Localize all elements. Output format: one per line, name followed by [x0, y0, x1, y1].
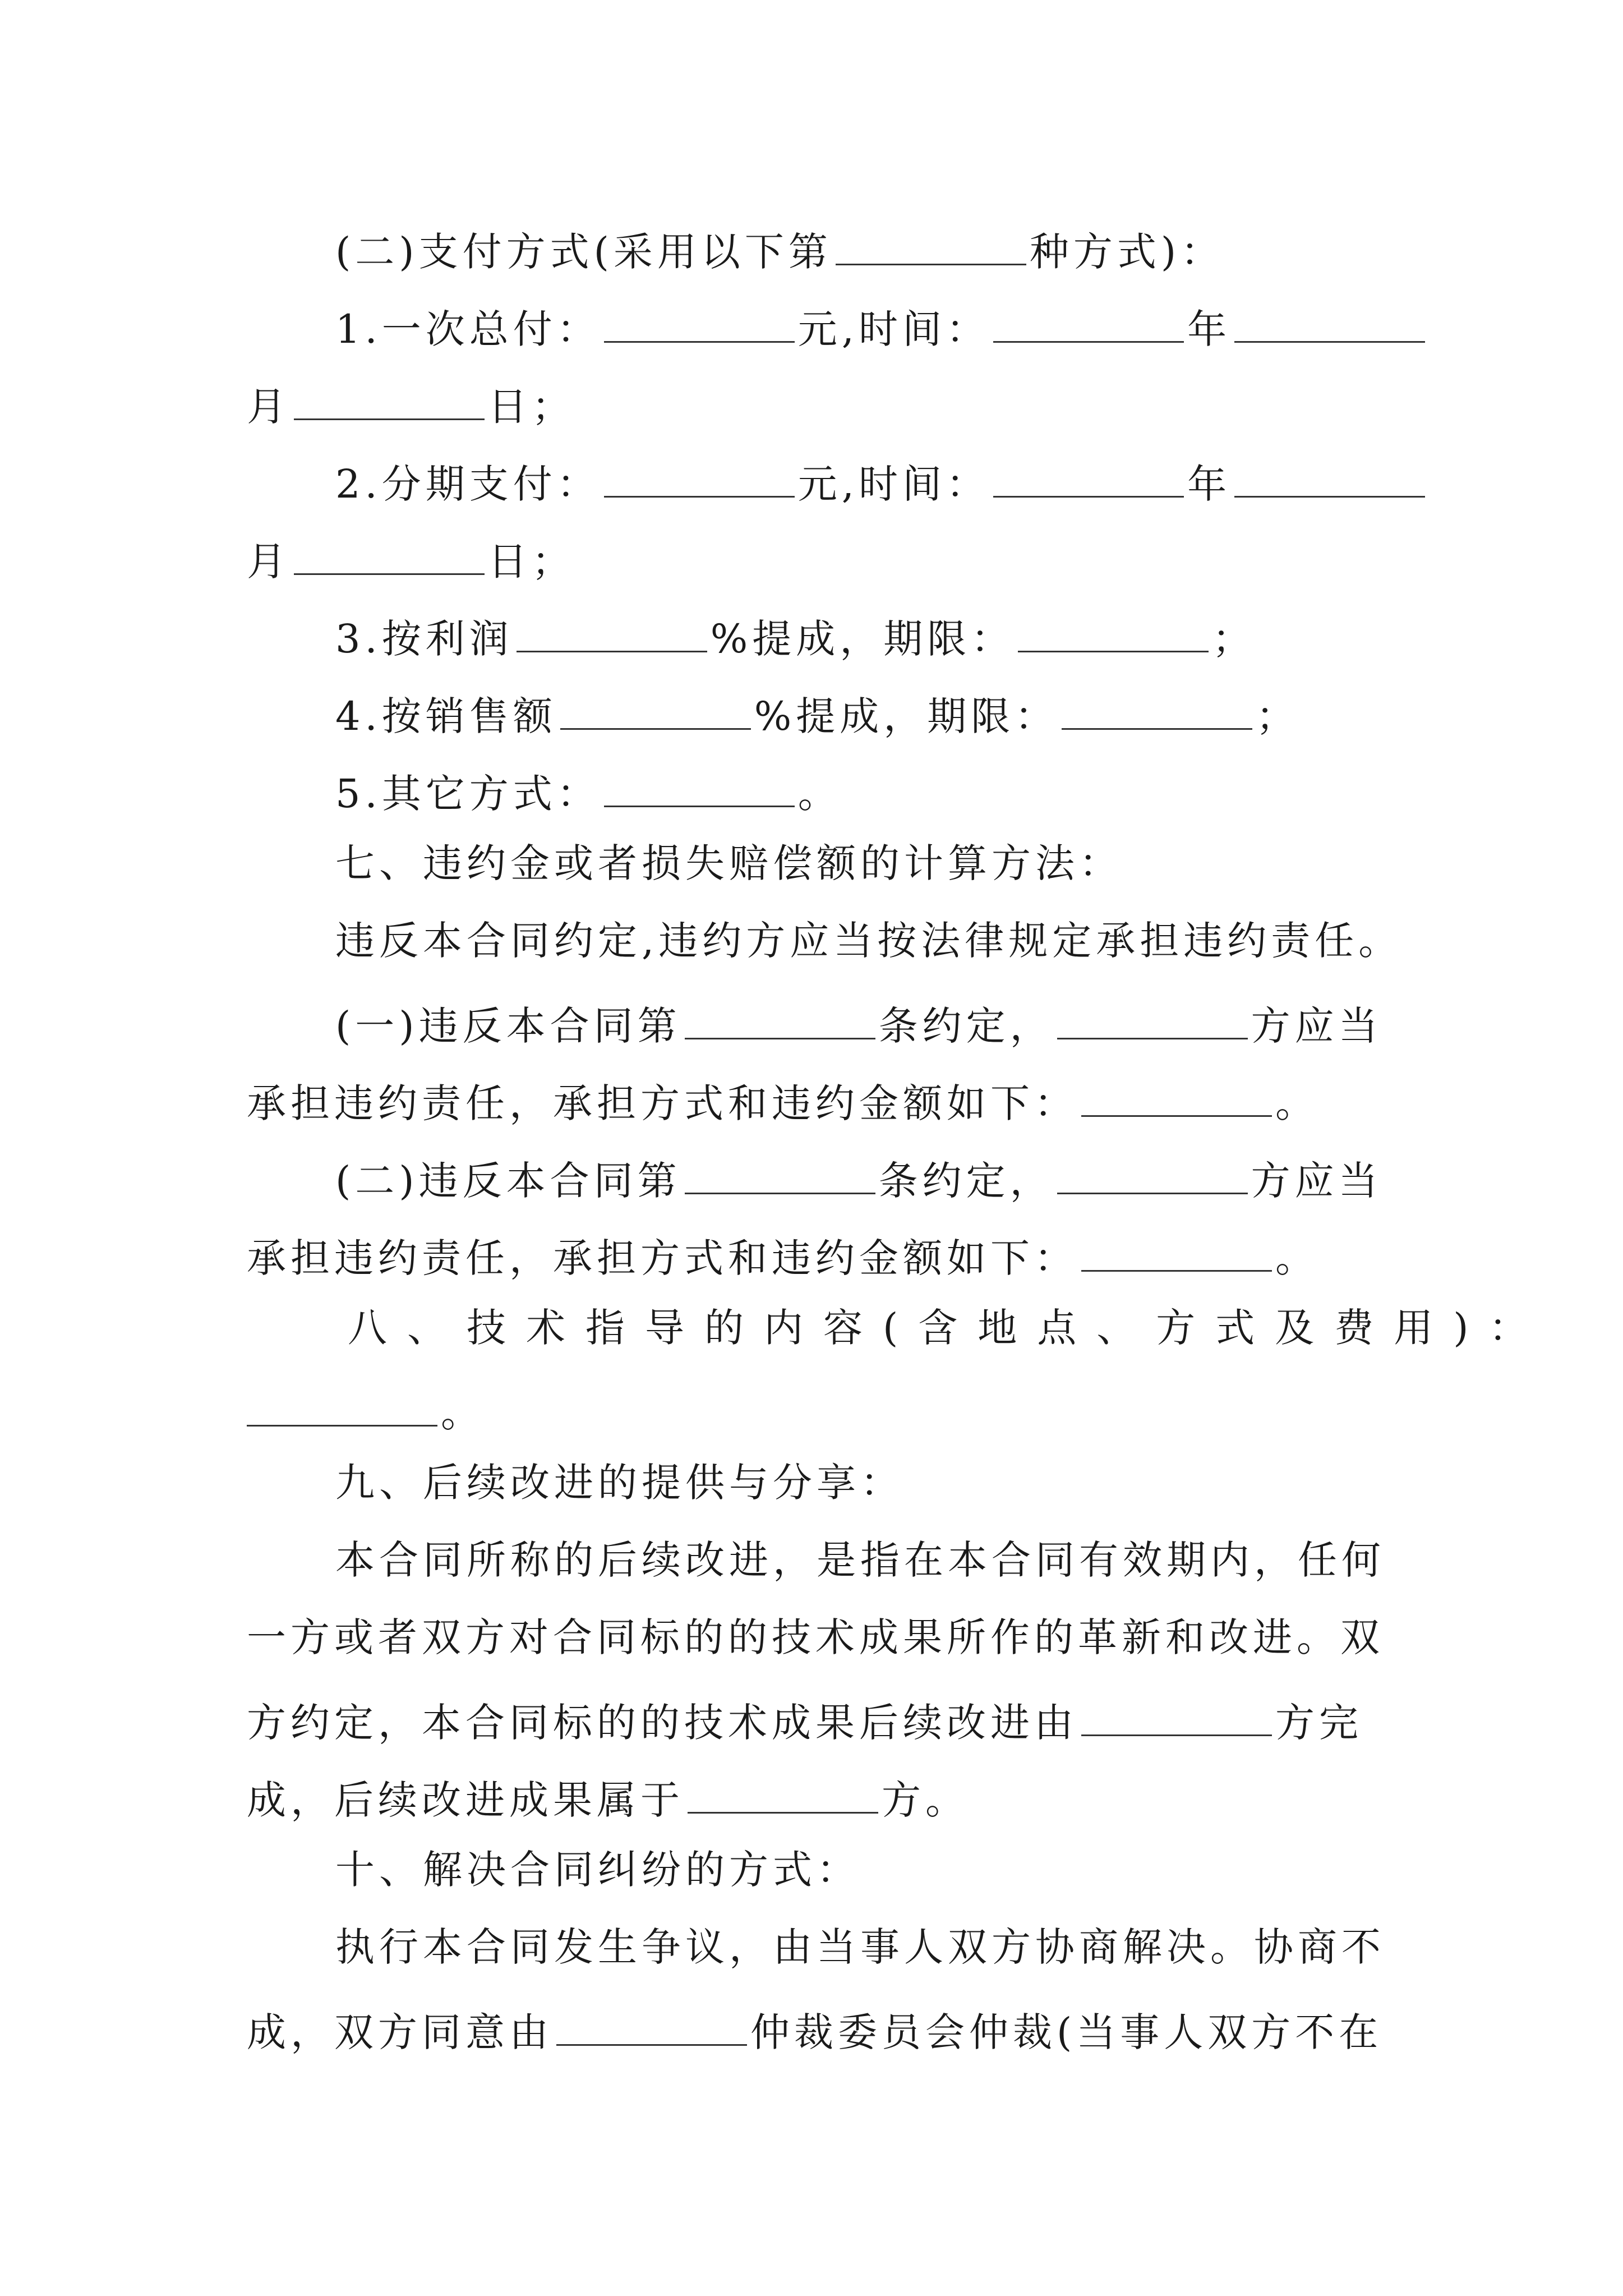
lump-sum-line: [335, 302, 1479, 352]
breach-two-liability-line: [247, 1231, 1391, 1281]
text-segment: 成，后续改进成果属于: [247, 1777, 684, 1823]
blank-field: [1234, 457, 1425, 498]
text-segment: 日；: [488, 384, 575, 430]
text-segment: 条约定，: [878, 1158, 1054, 1204]
text-segment: (二)支付方式(采用以下第: [335, 229, 832, 275]
text-segment: 承担违约责任，承担方式和违约金额如下：: [247, 1080, 1078, 1126]
section-ten-heading: [335, 1847, 1479, 1893]
blank-field: [294, 534, 485, 575]
profit-share-line: [335, 611, 1479, 662]
blank-field: [1081, 1695, 1272, 1736]
blank-field: [247, 1386, 437, 1427]
improvement-para-line-4: [247, 1773, 1391, 1823]
text-segment: ；: [1256, 693, 1300, 739]
section-nine-heading: [335, 1460, 1479, 1506]
section-eight-blank-line: [247, 1386, 1391, 1436]
installment-line: [335, 457, 1479, 507]
improvement-para-line-1: [335, 1537, 1479, 1583]
lump-sum-date-line: [247, 379, 1391, 430]
text-segment: 方完: [1275, 1700, 1363, 1746]
sales-share-line: [335, 689, 1479, 739]
blank-field: [685, 1153, 875, 1194]
text-segment: 2.分期支付：: [335, 461, 601, 507]
blank-field: [604, 766, 795, 807]
text-segment: 本合同所称的后续改进，是指在本合同有效期内，任何: [335, 1537, 1385, 1583]
dispute-para-line-2: [247, 2005, 1391, 2055]
text-segment: 方应当: [1251, 1158, 1382, 1204]
text-segment: 八、技术指导的内容(含地点、方式及费用)：: [348, 1305, 1548, 1351]
text-segment: 年: [1187, 306, 1232, 352]
blank-field: [604, 302, 795, 343]
text-segment: 元,时间：: [797, 461, 990, 507]
section-eight-heading: [348, 1305, 1548, 1351]
text-segment: 5.其它方式：: [335, 771, 601, 817]
text-segment: 月: [247, 539, 291, 585]
text-segment: 方约定，本合同标的的技术成果后续改进由: [247, 1700, 1078, 1746]
text-segment: 承担违约责任，承担方式和违约金额如下：: [247, 1235, 1078, 1281]
breach-two-line: [335, 1153, 1479, 1204]
text-segment: 方应当: [1251, 1003, 1382, 1049]
text-segment: 条约定，: [878, 1003, 1054, 1049]
text-segment: 3.按利润: [335, 616, 513, 662]
blank-field: [517, 611, 707, 652]
text-segment: 方。: [882, 1777, 969, 1823]
text-segment: 九、后续改进的提供与分享：: [335, 1460, 904, 1506]
breach-one-line: [335, 999, 1479, 1049]
blank-field: [556, 2005, 747, 2046]
text-segment: 1.一次总付：: [335, 306, 601, 352]
blank-field: [1081, 1076, 1272, 1117]
dispute-para-line-1: [335, 1924, 1479, 1970]
installment-date-line: [247, 534, 1391, 585]
section-seven-heading: [335, 840, 1479, 886]
text-segment: %提成，期限：: [710, 616, 1015, 662]
blank-field: [1062, 689, 1252, 730]
blank-field: [1018, 611, 1209, 652]
text-segment: 日；: [488, 539, 575, 585]
text-segment: 。: [1275, 1235, 1319, 1281]
blank-field: [1057, 999, 1248, 1039]
blank-field: [560, 689, 751, 730]
text-segment: 一方或者双方对合同标的的技术成果所作的革新和改进。双: [247, 1614, 1384, 1660]
blank-field: [1234, 302, 1425, 343]
text-segment: 月: [247, 384, 291, 430]
blank-field: [294, 379, 485, 420]
text-segment: 仲裁委员会仲裁(当事人双方不在: [750, 2009, 1383, 2055]
text-segment: 执行本合同发生争议，由当事人双方协商解决。协商不: [335, 1924, 1385, 1970]
text-segment: 种方式)：: [1029, 229, 1225, 275]
text-segment: (一)违反本合同第: [335, 1003, 681, 1049]
text-segment: 4.按销售额: [335, 693, 557, 739]
blank-field: [836, 224, 1026, 265]
text-segment: 。: [1275, 1080, 1319, 1126]
text-segment: 年: [1187, 461, 1232, 507]
text-segment: 。: [441, 1390, 485, 1436]
blank-field: [1057, 1153, 1248, 1194]
text-segment: 元,时间：: [797, 306, 990, 352]
text-segment: 十、解决合同纠纷的方式：: [335, 1847, 860, 1893]
text-segment: ；: [1212, 616, 1256, 662]
blank-field: [688, 1773, 878, 1814]
blank-field: [993, 302, 1184, 343]
breach-one-liability-line: [247, 1076, 1391, 1126]
improvement-para-line-3: [247, 1695, 1391, 1746]
improvement-para-line-2: [247, 1614, 1391, 1660]
text-segment: 七、违约金或者损失赔偿额的计算方法：: [335, 840, 1123, 886]
text-segment: 。: [797, 771, 842, 817]
blank-field: [604, 457, 795, 498]
text-segment: %提成，期限：: [754, 693, 1059, 739]
text-segment: 成，双方同意由: [247, 2009, 553, 2055]
blank-field: [993, 457, 1184, 498]
text-segment: 违反本合同约定,违约方应当按法律规定承担违约责任。: [335, 918, 1403, 964]
payment-method-heading: [335, 224, 1479, 275]
blank-field: [1081, 1231, 1272, 1272]
breach-general-line: [335, 918, 1479, 964]
blank-field: [685, 999, 875, 1039]
text-segment: (二)违反本合同第: [335, 1158, 681, 1204]
other-method-line: [335, 766, 1479, 817]
